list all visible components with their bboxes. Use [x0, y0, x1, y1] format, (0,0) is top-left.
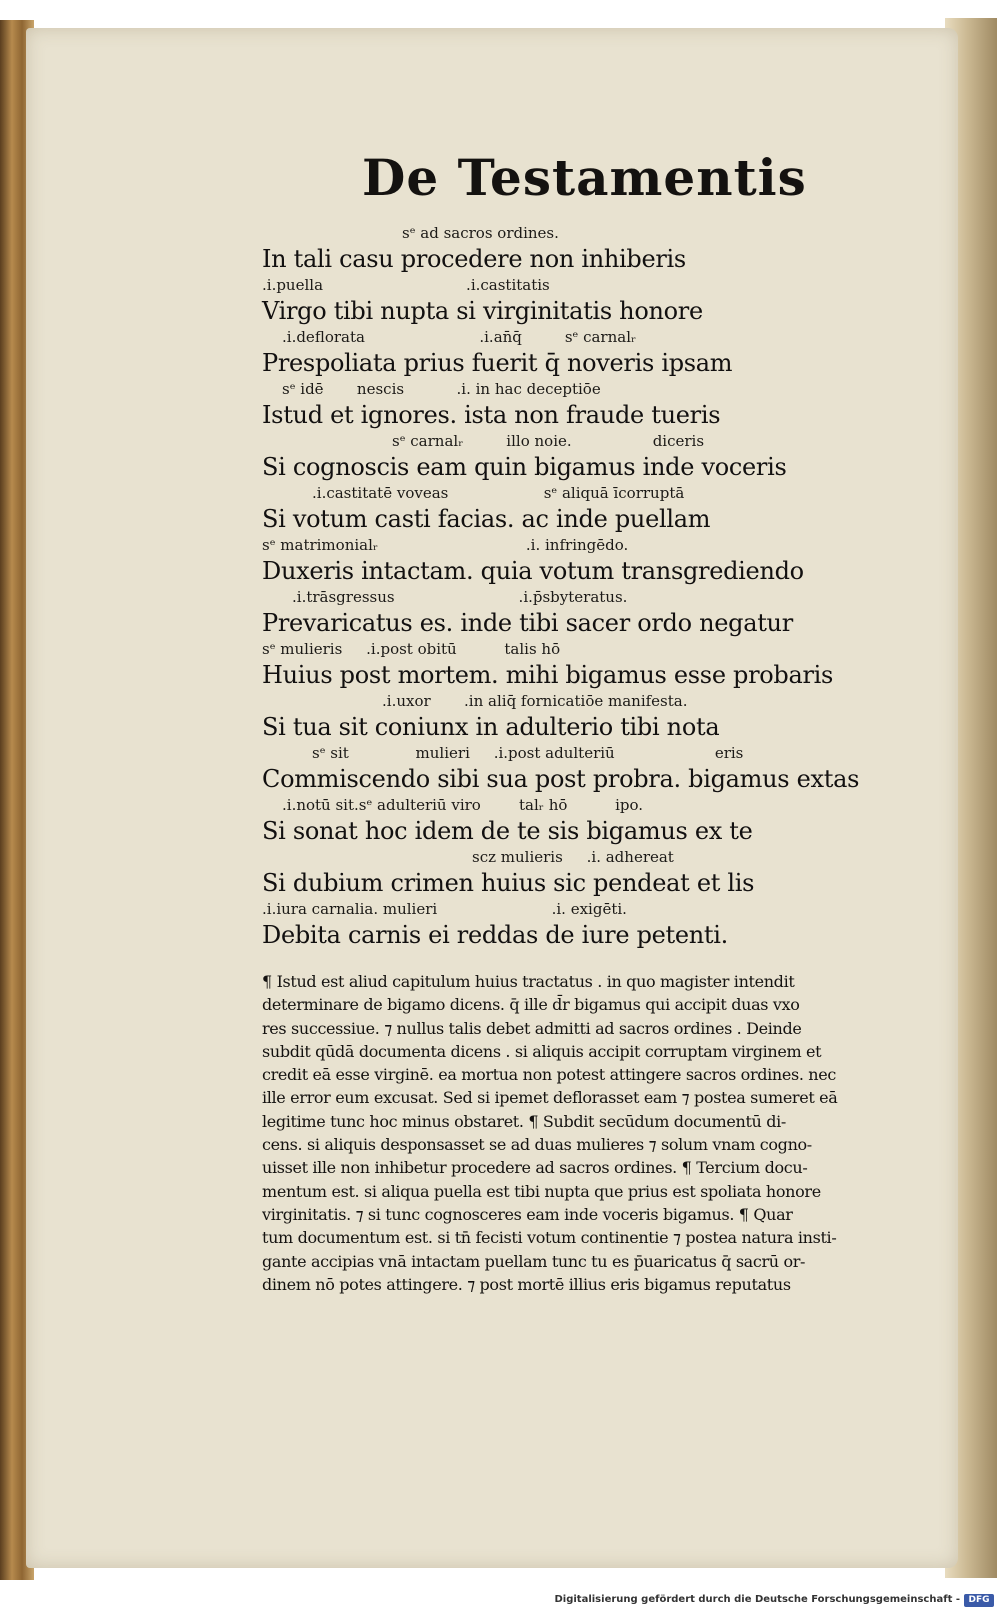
verse-line: Si dubium crimen huius sic pendeat et lis: [262, 869, 755, 897]
verse-line: Prevaricatus es. inde tibi sacer ordo negatur: [262, 609, 793, 637]
commentary-line: legitime tunc hoc minus obstaret. ¶ Subdit secūdum documentū di-: [262, 1111, 786, 1131]
commentary-line: tum documentum est. si tn̄ fecisti votum continentie ⁊ postea natura insti-: [262, 1228, 837, 1248]
commentary-line: cens. si aliquis desponsasset se ad duas mulieres ⁊ solum vnam cogno-: [262, 1135, 812, 1155]
commentary-line: credit eā esse virginē. ea mortua non potest attingere sacros ordines. nec: [262, 1065, 836, 1085]
funding-note: Digitalisierung gefördert durch die Deutsche Forschungsgemeinschaft -: [554, 1594, 960, 1605]
footer: [0, 1592, 1000, 1612]
gloss-line: .i.trāsgressus .i.p̄sbyteratus.: [292, 588, 628, 606]
commentary-line: determinare de bigamo dicens. q̄ ille d̄r bigamus qui accipit duas vxo: [262, 995, 800, 1015]
gloss-line: sᵉ carnalᵣ illo noie. diceris: [392, 432, 705, 450]
commentary-line: virginitatis. ⁊ si tunc cognosceres eam inde voceris bigamus. ¶ Quar: [262, 1204, 793, 1224]
commentary-line: uisset ille non inhibetur procedere ad sacros ordines. ¶ Tercium docu-: [262, 1158, 808, 1178]
verse-line: Si cognoscis eam quin bigamus inde voceris: [262, 453, 787, 481]
verse-line: Commiscendo sibi sua post probra. bigamus extas: [262, 765, 860, 793]
gloss-line: sᵉ ad sacros ordines.: [402, 224, 559, 242]
gloss-line: sᵉ idē nescis .i. in hac deceptiōe: [282, 380, 601, 398]
show-through-text: [885, 150, 945, 410]
commentary-line: ¶ Istud est aliud capitulum huius tractatus . in quo magister intendit: [262, 972, 795, 991]
verse-line: Si votum casti facias. ac inde puellam: [262, 505, 711, 533]
verse-line: Huius post mortem. mihi bigamus esse probaris: [262, 661, 834, 689]
gloss-line: .i.castitatē voveas sᵉ aliquā īcorruptā: [312, 484, 685, 502]
verse-line: In tali casu procedere non inhiberis: [262, 245, 686, 273]
verse-line: Prespoliata prius fuerit q̄ noveris ipsam: [262, 349, 733, 377]
gloss-line: .i.uxor .in aliq̄ fornicatiōe manifesta.: [382, 692, 688, 710]
verse-block: [262, 220, 862, 948]
commentary-line: dinem nō potes attingere. ⁊ post mortē illius eris bigamus reputatus: [262, 1274, 791, 1294]
gloss-line: sᵉ matrimonialᵣ .i. infringēdo.: [262, 536, 629, 554]
verse-line: Si sonat hoc idem de te sis bigamus ex te: [262, 817, 753, 845]
gloss-line: .i.notū sit.sᵉ adulteriū viro talᵣ hō ipo.: [282, 796, 644, 814]
verse-line: Istud et ignores. ista non fraude tueris: [262, 401, 721, 429]
commentary-line: mentum est. si aliqua puella est tibi nupta que prius est spoliata honore: [262, 1181, 821, 1201]
gloss-line: sᵉ mulieris .i.post obitū talis hō: [262, 640, 561, 658]
verse-line: Virgo tibi nupta si virginitatis honore: [262, 297, 703, 325]
gloss-line: .i.deflorata .i.an̄q̄ sᵉ carnalᵣ: [282, 328, 637, 346]
commentary-line: subdit qūdā documenta dicens . si aliquis accipit corruptam virginem et: [262, 1041, 822, 1061]
verse-line: Duxeris intactam. quia votum transgrediendo: [262, 557, 804, 585]
commentary-line: res successiue. ⁊ nullus talis debet admitti ad sacros ordines . Deinde: [262, 1018, 802, 1038]
verse-line: Debita carnis ei reddas de iure petenti.: [262, 921, 728, 949]
gloss-line: sᵉ sit mulieri .i.post adulteriū eris: [312, 744, 744, 762]
gloss-line: .i.puella .i.castitatis: [262, 276, 550, 294]
commentary-line: gante accipias vnā intactam puellam tunc tu es p̄uaricatus q̄ sacrū or-: [262, 1251, 806, 1271]
commentary-line: ille error eum excusat. Sed si ipemet deflorasset eam ⁊ postea sumeret eā: [262, 1088, 838, 1108]
dfg-logo: DFG: [964, 1594, 994, 1607]
verse-line: Si tua sit coniunx in adulterio tibi nota: [262, 713, 720, 741]
gloss-line: scz mulieris .i. adhereat: [472, 848, 674, 866]
commentary-block: [262, 970, 910, 1296]
page-title: De Testamentis: [362, 148, 807, 207]
gloss-line: .i.iura carnalia. mulieri .i. exigēti.: [262, 900, 627, 918]
